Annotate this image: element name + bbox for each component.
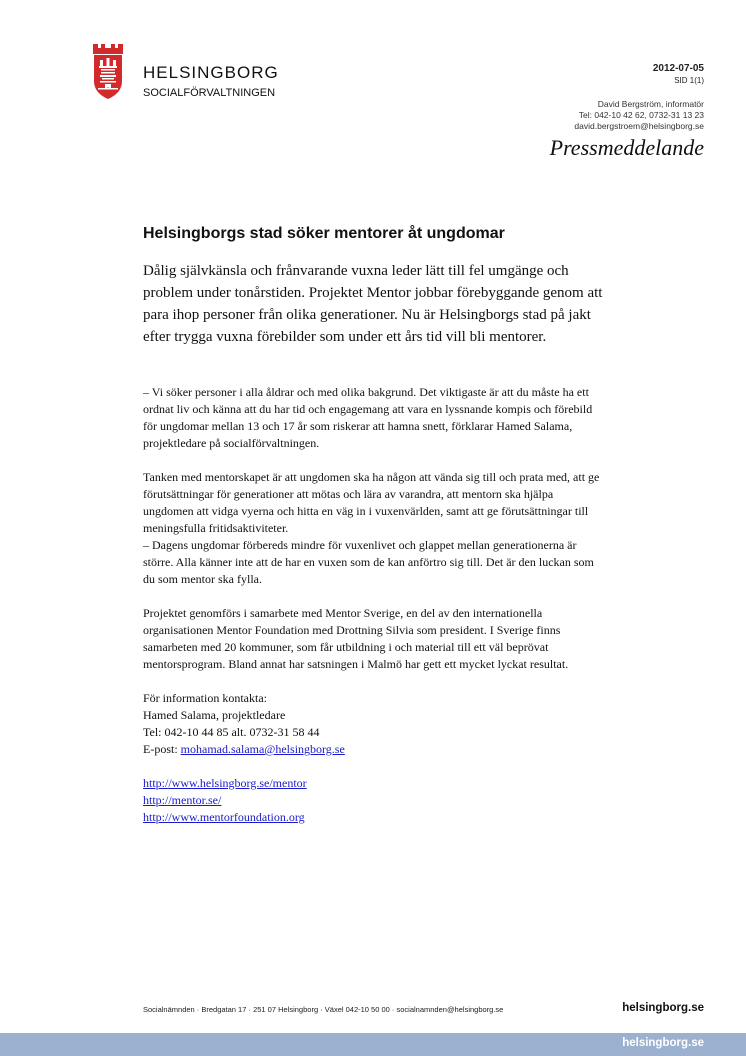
paragraph-quote-2: – Dagens ungdomar förbereds mindre för vuxenlivet och glappet mellan generationerna är större. Alla känner inte att de har en vuxen som de kan anförtro sig till. Det är den luckan som du som mentor ska fylla. xyxy=(143,538,594,586)
footer-website: helsingborg.se xyxy=(622,1002,704,1014)
article-body xyxy=(143,384,605,843)
link-helsingborg-mentor[interactable]: http://www.helsingborg.se/mentor xyxy=(143,776,307,790)
article-headline: Helsingborgs stad söker mentorer åt ungdomar xyxy=(143,225,505,242)
link-mentor-foundation[interactable]: http://www.mentorfoundation.org xyxy=(143,810,305,824)
link-mentor-se[interactable]: http://mentor.se/ xyxy=(143,793,222,807)
document-meta xyxy=(653,63,704,86)
department-name: SOCIALFÖRVALTNINGEN xyxy=(143,87,276,99)
organization-name: HELSINGBORG xyxy=(143,63,279,82)
contact-person-phone: Tel: 042-10 44 85 alt. 0732-31 58 44 xyxy=(143,725,320,739)
castle-crest-icon xyxy=(92,44,124,100)
bottom-bar-website: helsingborg.se xyxy=(622,1037,704,1049)
document-date: 2012-07-05 xyxy=(652,63,704,74)
contact-block xyxy=(143,690,605,758)
paragraph-quote-1: – Vi söker personer i alla åldrar och med olika bakgrund. Det viktigaste är att du måste ha ett ordnat liv och känna att du har tid och engagemang att vara en lyssnande kompis och förebild för ungdomar mellan 13 och 17 år som riskerar att hamna snett, förklarar Hamed Salama, projektledare på socialförvaltningen. xyxy=(143,385,593,450)
paragraph-purpose: Tanken med mentorskapet är att ungdomen ska ha någon att vända sig till och prata med, att ge förutsättningar för generationer att mötas och lära av varandra, att mentorn ska hjälpa ungdomen att vidga vyerna och hitta en väg in i vuxenvärlden, samt att ge förutsättningar till meningsfulla fritidsaktiviteter. xyxy=(143,470,600,535)
contact-phone: Tel: 042-10 42 62, 0732-31 13 23 xyxy=(578,110,704,120)
page-indicator: SID 1(1) xyxy=(674,76,704,85)
city-crest-logo xyxy=(92,44,124,105)
paragraph-partnership: Projektet genomförs i samarbete med Mentor Sverige, en del av den internationella organisationen Mentor Foundation med Drottning Silvia som president. I Sverige finns samarbeten med 20 kommuner, som får utbildning i och material till ett väl beprövat mentorsprogram. Bland annat har satsningen i Malmö har gett ett mycket lyckat resultat. xyxy=(143,606,569,671)
document-type: Pressmeddelande xyxy=(549,135,704,160)
footer-address: Socialnämnden · Bredgatan 17 · 251 07 Helsingborg · Växel 042-10 50 00 · socialnamnden@helsingborg.se xyxy=(143,1005,504,1014)
contact-person: Hamed Salama, projektledare xyxy=(143,708,286,722)
contact-heading: För information kontakta: xyxy=(143,691,267,705)
email-label: E-post: xyxy=(143,742,181,756)
contact-email-link[interactable]: mohamad.salama@helsingborg.se xyxy=(180,742,345,756)
press-contact xyxy=(574,99,704,132)
contact-name: David Bergström, informatör xyxy=(597,99,704,109)
link-list xyxy=(143,775,605,826)
contact-email: david.bergstroem@helsingborg.se xyxy=(574,121,704,131)
bottom-bar xyxy=(0,1033,746,1056)
article-ingress: Dålig självkänsla och frånvarande vuxna leder lätt till fel umgänge och problem under tonårstiden. Projektet Mentor jobbar förebyggande genom att para ihop personer från olika generationer. Nu är Helsingborgs stad på jakt efter trygga vuxna förebilder som under ett års tid vill bli mentorer. xyxy=(143,263,603,345)
